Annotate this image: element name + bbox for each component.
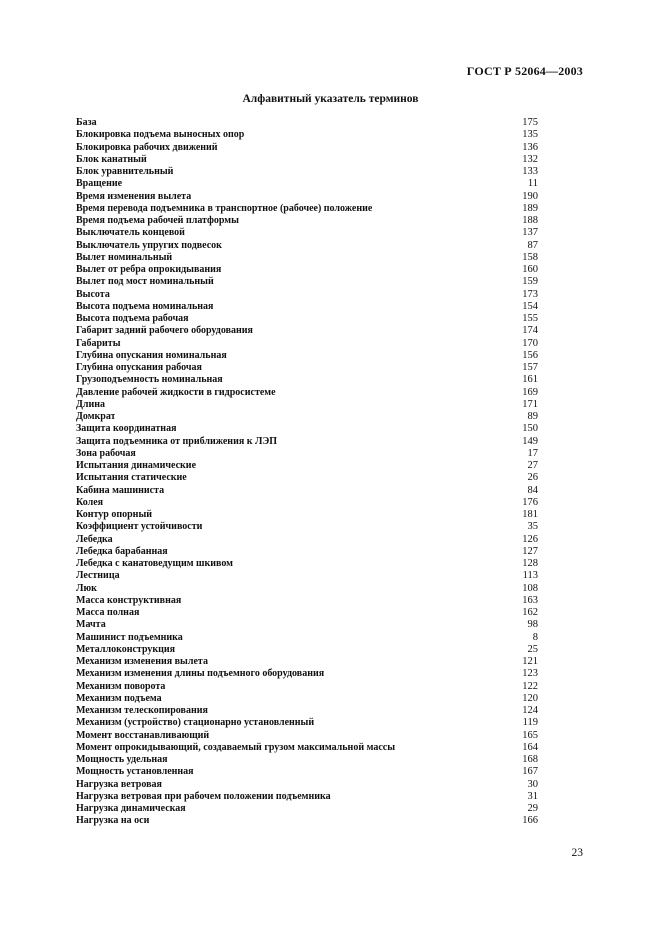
- index-entry: [76, 644, 538, 656]
- index-term-number: 128: [522, 558, 538, 569]
- index-entry: [76, 411, 538, 423]
- index-entry: [76, 485, 538, 497]
- index-term: Выключатель концевой: [76, 227, 185, 239]
- index-term-number: 155: [522, 313, 538, 324]
- index-term-number: 26: [527, 472, 538, 484]
- index-term: Механизм поворота: [76, 680, 166, 692]
- index-term: Блокировка подъема выносных опор: [76, 129, 245, 141]
- index-entry: [76, 436, 538, 448]
- index-entry: [76, 791, 538, 803]
- index-entry: [76, 693, 538, 705]
- index-term-number: 127: [522, 545, 538, 557]
- index-entry: [76, 521, 538, 533]
- index-term: Нагрузка на оси: [76, 815, 150, 827]
- index-term: Грузоподъемность номинальная: [76, 374, 223, 386]
- index-entry: [76, 815, 538, 827]
- index-entry: [76, 705, 538, 717]
- index-entry: [76, 178, 538, 190]
- index-entry: [76, 166, 538, 178]
- index-term-number: 25: [527, 643, 538, 655]
- index-term-number: 174: [522, 325, 538, 337]
- index-term-number: 35: [527, 521, 538, 533]
- index-term-number: 165: [522, 729, 538, 741]
- index-term: Время изменения вылета: [76, 190, 192, 202]
- index-term: Лебедка: [76, 533, 113, 545]
- index-term: Лебедка с канатоведущим шкивом: [76, 558, 233, 569]
- index-term: Контур опорный: [76, 509, 153, 520]
- index-term-number: 29: [527, 803, 538, 814]
- index-entry: [76, 558, 538, 570]
- index-term: Машинист подъемника: [76, 631, 183, 643]
- index-term: Механизм подъема: [76, 692, 162, 704]
- index-term: Защита подъемника от приближения к ЛЭП: [76, 435, 278, 447]
- index-term: Зона рабочая: [76, 447, 136, 459]
- index-term-number: 87: [527, 239, 538, 251]
- index-term-number: 27: [527, 460, 538, 471]
- index-entry: [76, 497, 538, 509]
- index-term-number: 132: [522, 153, 538, 165]
- index-entry: [76, 766, 538, 778]
- index-term: Мощность установленная: [76, 766, 194, 778]
- index-entry: [76, 730, 538, 742]
- index-term: Нагрузка ветровая: [76, 778, 162, 790]
- index-term-number: 167: [522, 766, 538, 778]
- index-term: Длина: [76, 398, 106, 410]
- index-term: Кабина машиниста: [76, 484, 165, 496]
- index-term-number: 8: [532, 631, 538, 643]
- index-term-number: 158: [522, 251, 538, 263]
- index-term-number: 168: [522, 754, 538, 765]
- index-term: Защита координатная: [76, 423, 177, 435]
- index-entry: [76, 779, 538, 791]
- index-term-number: 136: [522, 141, 538, 153]
- index-term: Момент восстанавливающий: [76, 729, 210, 741]
- index-term: Габариты: [76, 337, 121, 349]
- index-entry: [76, 570, 538, 582]
- index-term-number: 164: [522, 741, 538, 753]
- index-entry: [76, 117, 538, 129]
- index-entry: [76, 142, 538, 154]
- index-entry: [76, 276, 538, 288]
- index-entry: [76, 803, 538, 815]
- index-term: Механизм (устройство) стационарно установленный: [76, 717, 315, 729]
- index-term-number: 188: [522, 215, 538, 226]
- index-term: Давление рабочей жидкости в гидросистеме: [76, 386, 276, 398]
- index-entry: [76, 264, 538, 276]
- index-term-number: 150: [522, 423, 538, 435]
- index-entry: [76, 717, 538, 729]
- index-term: Блокировка рабочих движений: [76, 141, 218, 153]
- index-term: Механизм изменения вылета: [76, 656, 208, 667]
- index-entry: [76, 362, 538, 374]
- index-entry: [76, 203, 538, 215]
- index-term: Масса конструктивная: [76, 594, 182, 606]
- index-entry: [76, 509, 538, 521]
- index-term-number: 173: [522, 288, 538, 300]
- index-term: Высота подъема рабочая: [76, 313, 189, 324]
- index-entry: [76, 423, 538, 435]
- index-term: Мощность удельная: [76, 754, 168, 765]
- index-term: Глубина опускания рабочая: [76, 362, 202, 373]
- index-term: Высота подъема номинальная: [76, 300, 214, 312]
- index-term-number: 84: [527, 484, 538, 496]
- index-entry: [76, 742, 538, 754]
- index-entry: [76, 668, 538, 680]
- index-entry: [76, 227, 538, 239]
- index-term-number: 89: [527, 411, 538, 422]
- index-entry: [76, 681, 538, 693]
- index-term: Люк: [76, 582, 97, 594]
- index-term: Механизм телескопирования: [76, 705, 208, 716]
- index-term-number: 135: [522, 129, 538, 141]
- index-term-number: 122: [522, 680, 538, 692]
- index-term-number: 98: [527, 619, 538, 631]
- index-entry: [76, 313, 538, 325]
- index-term: Лестница: [76, 570, 120, 582]
- index-entry: [76, 240, 538, 252]
- index-title: Алфавитный указатель терминов: [242, 93, 419, 105]
- index-term-number: 181: [522, 509, 538, 520]
- index-term: Блок уравнительный: [76, 166, 174, 177]
- index-term: Габарит задний рабочего оборудования: [76, 325, 253, 337]
- index-term-number: 156: [522, 349, 538, 361]
- index-term-number: 133: [522, 166, 538, 177]
- index-entry: [76, 754, 538, 766]
- index-term-number: 123: [522, 668, 538, 680]
- index-term-number: 163: [522, 594, 538, 606]
- index-term: Вылет от ребра опрокидывания: [76, 264, 222, 275]
- index-term: Мачта: [76, 619, 106, 631]
- index-entry: [76, 399, 538, 411]
- index-entry: [76, 656, 538, 668]
- index-entry: [76, 534, 538, 546]
- index-term: Нагрузка ветровая при рабочем положении подъемника: [76, 790, 331, 802]
- index-term-number: 17: [527, 447, 538, 459]
- index-term-number: 157: [522, 362, 538, 373]
- index-entry: [76, 191, 538, 203]
- index-entry: [76, 350, 538, 362]
- index-entry: [76, 607, 538, 619]
- index-term: Момент опрокидывающий, создаваемый грузом максимальной массы: [76, 741, 396, 753]
- index-entry: [76, 595, 538, 607]
- index-term: Выключатель упругих подвесок: [76, 239, 222, 251]
- index-entry: [76, 338, 538, 350]
- index-entry: [76, 632, 538, 644]
- index-term-number: 31: [527, 790, 538, 802]
- index-term-number: 159: [522, 276, 538, 288]
- index-term-number: 175: [522, 117, 538, 128]
- index-term-number: 176: [522, 496, 538, 508]
- index-entry: [76, 583, 538, 595]
- index-term-number: 171: [522, 398, 538, 410]
- index-term-number: 113: [522, 570, 538, 582]
- index-term: Испытания статические: [76, 472, 187, 484]
- index-term: Колея: [76, 496, 104, 508]
- index-term: Время перевода подъемника в транспортное (рабочее) положение: [76, 202, 373, 214]
- index-term: Вылет под мост номинальный: [76, 276, 214, 288]
- page-number: 23: [571, 847, 583, 859]
- index-term-number: 120: [522, 692, 538, 704]
- document-code: ГОСТ Р 52064—2003: [466, 64, 583, 78]
- index-entry: [76, 387, 538, 399]
- index-term: Вылет номинальный: [76, 251, 173, 263]
- index-entry: [76, 460, 538, 472]
- index-term: Лебедка барабанная: [76, 545, 168, 557]
- index-term-number: 189: [522, 202, 538, 214]
- index-term: Механизм изменения длины подъемного оборудования: [76, 668, 325, 680]
- index-entry: [76, 154, 538, 166]
- index-term-number: 11: [527, 178, 538, 190]
- index-entry: [76, 325, 538, 337]
- index-term-number: 190: [522, 190, 538, 202]
- index-term: Время подъема рабочей платформы: [76, 215, 239, 226]
- index-entry: [76, 374, 538, 386]
- index-term: Домкрат: [76, 411, 116, 422]
- index-term-number: 108: [522, 582, 538, 594]
- index-entry: [76, 289, 538, 301]
- index-term-number: 124: [522, 705, 538, 716]
- index-term-number: 162: [522, 607, 538, 618]
- index-entry: [76, 448, 538, 460]
- index-term: Высота: [76, 288, 110, 300]
- index-term: Блок канатный: [76, 153, 147, 165]
- index-entry: [76, 472, 538, 484]
- index-entry: [76, 546, 538, 558]
- index-term-number: 161: [522, 374, 538, 386]
- index-term: Вращение: [76, 178, 123, 190]
- index-term-number: 154: [522, 300, 538, 312]
- index-term-number: 30: [527, 778, 538, 790]
- index-term-number: 149: [522, 435, 538, 447]
- index-term-number: 160: [522, 264, 538, 275]
- index-term: База: [76, 117, 97, 128]
- index-entry: [76, 301, 538, 313]
- index-term: Глубина опускания номинальная: [76, 349, 227, 361]
- index-entry: [76, 129, 538, 141]
- index-entry: [76, 619, 538, 631]
- index-term: Металлоконструкция: [76, 643, 176, 655]
- index-term-number: 170: [522, 337, 538, 349]
- index-term-number: 166: [522, 815, 538, 827]
- index-term-number: 119: [522, 717, 538, 729]
- index-term: Испытания динамические: [76, 460, 197, 471]
- index-term-number: 121: [522, 656, 538, 667]
- term-index-list: [76, 117, 538, 828]
- index-term: Коэффициент устойчивости: [76, 521, 203, 533]
- index-entry: [76, 252, 538, 264]
- index-term: Нагрузка динамическая: [76, 803, 186, 814]
- index-term-number: 137: [522, 227, 538, 239]
- index-term: Масса полная: [76, 607, 140, 618]
- index-term-number: 169: [522, 386, 538, 398]
- index-entry: [76, 215, 538, 227]
- index-term-number: 126: [522, 533, 538, 545]
